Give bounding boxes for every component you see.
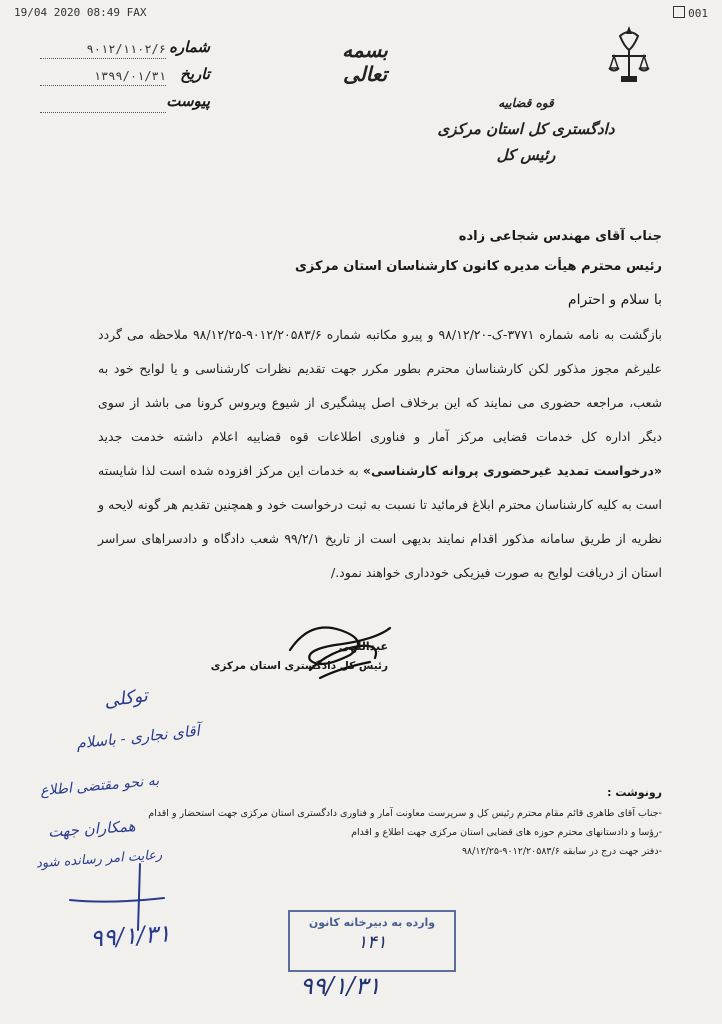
org-line-judiciary: قوه قضاییه [498, 96, 554, 110]
meta-attachment-label: پیوست [166, 92, 210, 110]
stamp-date: ۹۹/۱/۳۱ [300, 972, 381, 1000]
basmala: بسمه تعالی [342, 38, 388, 86]
judiciary-emblem-icon [606, 24, 652, 88]
recipient-block [295, 222, 662, 282]
cc-list [148, 804, 662, 861]
recipient-title: رئیس محترم هیأت مدیره کانون کارشناسان استان مرکزی [295, 259, 662, 274]
cc-item: -رؤسا و دادستانهای محترم حوزه های قضایی استان مرکزی جهت اطلاع و اقدام [351, 827, 662, 838]
org-line-province: دادگستری کل استان مرکزی [437, 120, 615, 138]
signatory-title: رئیس کل دادگستری استان مرکزی [210, 660, 388, 672]
meta-date-row [40, 65, 210, 92]
stamp-number: ۱۴۱ [357, 932, 387, 953]
fax-page-counter [673, 6, 708, 20]
letter-meta [40, 38, 210, 119]
meta-date-value: ۱۳۹۹/۰۱/۳۱ [93, 69, 166, 83]
fax-timestamp: 19/04 2020 08:49 FAX [14, 6, 147, 19]
fax-header [14, 6, 708, 22]
fax-page-number: 001 [688, 7, 708, 20]
body-paragraph-part2: به خدمات این مرکز افزوده شده است لذا شایسته است به کلیه کارشناسان محترم ابلاغ فرمائید تا نسبت به ثبت درخواست خود و همچنین تقدیم هر گونه لایحه و نظریه از طریق سامانه مذکور اقدام نمایند بدیهی است از تاریخ ۹۹/۲/۱ شعب دادگاه و دادسراهای سراسر استان از دریافت لوایح به صورت فیزیکی خودداری خواهند نمود./ [98, 463, 662, 580]
meta-number-label: شماره [169, 38, 210, 56]
meta-date-label: تاریخ [180, 65, 210, 83]
greeting: با سلام و احترام [567, 292, 662, 308]
body-highlighted-service: «درخواست تمدید غیرحضوری پروانه کارشناسی» [362, 463, 662, 478]
signatory-name: عبداللهی [338, 640, 388, 653]
cc-item: -جناب آقای طاهری قائم مقام محترم رئیس کل و سرپرست معاونت آمار و فناوری دادگستری استان مرکزی جهت استحضار و اقدام [148, 808, 662, 819]
meta-divider [40, 85, 166, 86]
stamp-title: وارده به دبیرخانه کانون [308, 916, 436, 929]
handwritten-note-line: توکلی [102, 685, 150, 712]
handwritten-note-line: به نحو مقتضی اطلاع [39, 772, 160, 800]
recipient-name: جناب آقای مهندس شجاعی زاده [458, 229, 662, 244]
meta-divider [40, 58, 166, 59]
meta-divider [40, 112, 166, 113]
meta-number-row [40, 38, 210, 65]
fax-page-icon [673, 6, 685, 18]
handwritten-note-line: رعایت امر رسانده شود [35, 847, 163, 872]
body-paragraph-part1: بازگشت به نامه شماره ۳۷۷۱-ک-۹۸/۱۲/۲۰ و پیرو مکاتبه شماره ۹۰۱۲/۲۰۵۸۳/۶-۹۸/۱۲/۲۵ ملاحظه می گردد علیرغم مجوز مذکور لکن کارشناسان محترم بطور مکرر جهت تقدیم نظرات کارشناسی و یا لوایح خود به شعب، مراجعه حضوری می نمایند که این برخلاف اصل پیشگیری از شیوع ویروس کرونا می باشد از سوی دیگر اداره کل خدمات قضایی مرکز آمار و فناوری اطلاعات قوه قضاییه اعلام داشته خدمت جدید [98, 327, 662, 444]
meta-attachment-row [40, 92, 210, 119]
letter-body [98, 318, 662, 590]
letterhead-organization [426, 90, 626, 168]
cc-label: رونوشت : [607, 786, 662, 799]
received-stamp [288, 910, 456, 972]
handwritten-note-line: آقای نجاری - باسلام [75, 721, 201, 753]
org-line-chief: رئیس کل [496, 146, 556, 164]
cc-item: -دفتر جهت درج در سابقه ۹۰۱۲/۲۰۵۸۳/۶-۹۸/۱۲/۲۵ [461, 846, 662, 857]
handwritten-date: ۹۹/۱/۳۱ [89, 919, 172, 953]
handwritten-note-line: همکاران جهت [47, 816, 137, 842]
meta-number-value: ۹۰۱۲/۱۱۰۲/۶ [86, 42, 166, 56]
